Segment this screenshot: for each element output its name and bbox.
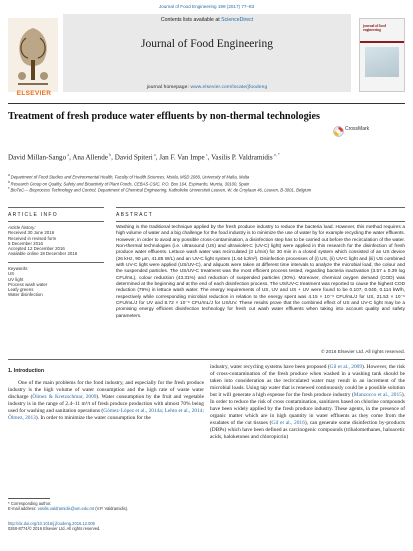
- keyword-item: Water disinfection: [8, 292, 43, 298]
- author-affiliation-mark: b: [107, 152, 112, 157]
- doi-link[interactable]: http://dx.doi.org/10.1016/j.jfoodeng.2016.12.006: [8, 521, 95, 526]
- intro-right-column: [210, 364, 405, 440]
- abstract-bottom-rule: [8, 359, 405, 360]
- author-name[interactable]: Vasilis P. Valdramidis: [211, 153, 273, 162]
- history-list: [8, 230, 104, 256]
- author-affiliation-mark: a, *: [272, 152, 280, 157]
- history-label: Article history:: [8, 225, 36, 230]
- crossmark-badge[interactable]: [333, 124, 369, 136]
- body-text: ). Water consumption by the fruit and vegetable industry is in the range of 2.4–11 m³/t of fresh produce production with almost 70% being used for washing and sanitation operations (: [8, 393, 204, 414]
- affiliation-item: [8, 186, 388, 193]
- citation-link[interactable]: Ölmez & Kretzschmar, 2009: [32, 393, 97, 400]
- affiliation-text: Department of Food Studies and Environmental Health, Faculty of Health Sciences, Msida, MSD 2080, University of Malta, Malta: [10, 174, 250, 180]
- history-item: Available online 18 December 2016: [8, 251, 78, 257]
- affiliation-mark: a: [8, 173, 11, 177]
- journal-reference: Journal of Food Engineering 199 (2017) 77–83: [158, 4, 255, 9]
- cover-image: [365, 47, 399, 77]
- body-text: industry, water recycling systems have been proposed (: [210, 364, 330, 370]
- body-text: ), can generate some disinfection by-products (DBPs) which have been defined as carcinogenic compounds (trihalomethanes, haloacetic acids, haloketones and chloropicrin): [210, 419, 405, 440]
- footnote-rule: [8, 498, 50, 499]
- history-item: 5 December 2016: [8, 240, 43, 246]
- keywords-divider: [8, 262, 104, 263]
- publisher-name: ELSEVIER: [16, 90, 52, 97]
- footnote: [8, 501, 208, 511]
- affiliation-text: Research Group on Quality, Safety and Bioactivity of Plant Foods, CEBAS-CSIC, P.O. Box 164, Espinardo, Murcia, 30100, Spain: [10, 180, 250, 186]
- author-name[interactable]: David Spiteri: [114, 153, 153, 162]
- journal-homepage-link[interactable]: www.elsevier.com/locate/jfoodeng: [190, 85, 268, 90]
- abstract-rule: [116, 221, 405, 222]
- keyword-item: Process wash water: [8, 281, 48, 287]
- citation-link[interactable]: Gil et al., 2009: [329, 364, 363, 370]
- abstract-heading: ABSTRACT: [116, 212, 154, 218]
- affiliation-text: BioTeC— Bioprocess Technology and Control, Department of Chemical Engineering, Katholieke Universiteit Leuven, W. de Croylaan 46, Leuven, B-3001, Belgium: [10, 187, 312, 193]
- keyword-item: UV light: [8, 276, 24, 282]
- sciencedirect-link[interactable]: ScienceDirect: [221, 17, 254, 23]
- citation-link[interactable]: Gómez-López et al., 2014a; Lehto et al., 2014; Ölmez, 2013: [8, 407, 204, 421]
- citation-link[interactable]: Manzocco et al., 2015: [353, 391, 402, 398]
- affiliations: [8, 173, 388, 193]
- author-name[interactable]: David Millan-Sango: [8, 153, 67, 162]
- issn-line: 0260-8774/© 2016 Elsevier Ltd. All rights reserved.: [8, 526, 101, 531]
- affiliation-mark: c: [8, 186, 11, 191]
- journal-title: Journal of Food Engineering: [141, 38, 273, 50]
- citation-link[interactable]: Gil et al., 2016: [271, 419, 305, 426]
- article-info-heading: ARTICLE INFO: [8, 212, 58, 218]
- author-affiliation-mark: c: [204, 152, 208, 157]
- keyword-list: [8, 271, 104, 297]
- doi-block: [8, 521, 208, 531]
- author-list: David Millan-Sango $^a$, Ana Allende $^b$, David Spiteri $^a$, Jan F. Van Impe $^c$, Vasilis P. Valdramidis $^{a, *}$: [8, 152, 280, 162]
- history-item: Received 30 June 2016: [8, 230, 55, 236]
- affiliation-item: [8, 173, 388, 180]
- article-title: Treatment of fresh produce water effluents by non-thermal technologies: [8, 111, 321, 122]
- crossmark-icon: [333, 126, 344, 137]
- affiliation-item: [8, 180, 388, 187]
- author-name[interactable]: Ana Allende: [72, 153, 108, 162]
- masthead-divider: [8, 103, 405, 104]
- journal-masthead: [8, 14, 405, 100]
- article-info-rule: [8, 221, 104, 222]
- intro-left-column: [8, 380, 204, 422]
- body-text: One of the main problems for the food industry, and especially for the fresh produce industry is the high volume of water consumption and the high rate of waste water discharge (: [8, 380, 204, 400]
- author-affiliation-mark: a: [66, 152, 70, 157]
- abstract-rule-top: [116, 207, 405, 208]
- history-item: Received in revised form: [8, 235, 57, 241]
- cover-title: journal of food engineering: [363, 24, 386, 33]
- keyword-item: US: [8, 271, 15, 277]
- email-line: [8, 506, 208, 511]
- contents-line: [63, 17, 351, 23]
- corresponding-author-note: * Corresponding author.: [8, 501, 52, 506]
- keywords-label: Keywords:: [8, 266, 29, 271]
- history-item: Accepted 12 December 2016: [8, 246, 65, 252]
- article-info-rule-top: [8, 207, 104, 208]
- body-text: ). In order to reduce the risk of cross contamination, sanitizers based on chlorine compounds have been widely applied by the fresh produce industry. These agents, in the presence of organic matter which are in high quantity in water effluents as they come from the exudates of the cut tissues (: [210, 391, 406, 426]
- keywords-block: [8, 266, 104, 298]
- body-text: ). In order to minimize the water consumption for the: [35, 414, 151, 421]
- masthead-banner: [63, 14, 351, 92]
- article-history: [8, 225, 104, 257]
- email-owner: (V.P. Valdramidis).: [94, 506, 129, 511]
- abstract-text: Washing is the traditional technique applied by the fresh produce industry to reduce the bacteria load. However, this method requires a high volume of water and a big challenge for the food industry is to minimize the use of water by for example recycling the water effluents. However, in order to avoid any possible cross-contamination, a disinfection step has to be carried out before the recirculation of the water. Non-thermal technologies (i.e. ultrasound (US) and ultraviolet-C (UV-C) light) were applied in this research for the disinfection of fresh produce water effluents. Lettuce wash water was recirculated (3 L/min) for 30 min in a closed system which consisted of an US device (26 kHz, 90 μm, 41.85 W/L) and an UV-C light system (1.64 kJ/m²). Disinfection processes of (i) US, (ii) UV-C light and (iii) US combined with UV-C light were applied (US/UV-C), and aliquots were taken at different time intervals to analyze the microbial load, the colour and the suspended particles. The US/UV-C treatment was the most efficient process tested, regarding bacteria inactivation (3.57 ± 0.39 log CFU/mL), colour reduction (43.31%) and reduction of suspended particles (30%). Moreover, chemical oxygen demand (COD) was determined at the beginning and at the end of each disinfection process. The US/UV-C treatment was reported to cause the highest COD reduction (79%) in lettuce wash water. The energy requirements of US, UV and US + UV were found to be 0.107, 0.040, 0.114 kW/h, respectively while corresponding microbial reduction in relation to the energy spent was 4.15 × 10⁻⁶ CFU/mL/J for US, 21.53 × 10⁻⁶ CFU/mL/J for UV and 8.72 × 10⁻⁶ CFU/mL/J for US/UV. These results prove that the combined effect of US and UV-C light may be a promising energy efficient disinfection technology for fresh cut wash water effluents when taking into account quality and safety parameters.: [116, 225, 405, 319]
- affiliation-mark: b: [8, 179, 11, 184]
- keyword-item: Leafy greens: [8, 287, 34, 293]
- email-link[interactable]: vasilis.valdramidis@um.edu.mt: [37, 506, 95, 511]
- crossmark-label: CrossMark: [345, 126, 370, 132]
- homepage-prefix: journal homepage:: [146, 85, 191, 90]
- cover-band: [360, 41, 404, 43]
- elsevier-tree-logo-icon: [8, 18, 58, 92]
- email-label: E-mail address:: [8, 506, 38, 511]
- abstract-copyright: © 2016 Elsevier Ltd. All rights reserved.: [320, 350, 405, 355]
- introduction-heading: 1. Introduction: [8, 368, 45, 374]
- body-text: ). However, the risk of cross-contamination of the fresh produce when washed in a washing tank should be taken into consideration as the recirculated water may result in an increment of the microbial loads. Using tap water that is renewed continuously could be a possible solution but it will generate a high expense for the fresh produce industry (: [210, 364, 405, 398]
- author-affiliation-mark: a: [152, 152, 156, 157]
- author-name[interactable]: Jan F. Van Impe: [159, 153, 205, 162]
- journal-homepage-line: [63, 85, 351, 90]
- journal-cover-thumbnail: [359, 18, 405, 92]
- contents-prefix: Contents lists available at: [160, 17, 222, 23]
